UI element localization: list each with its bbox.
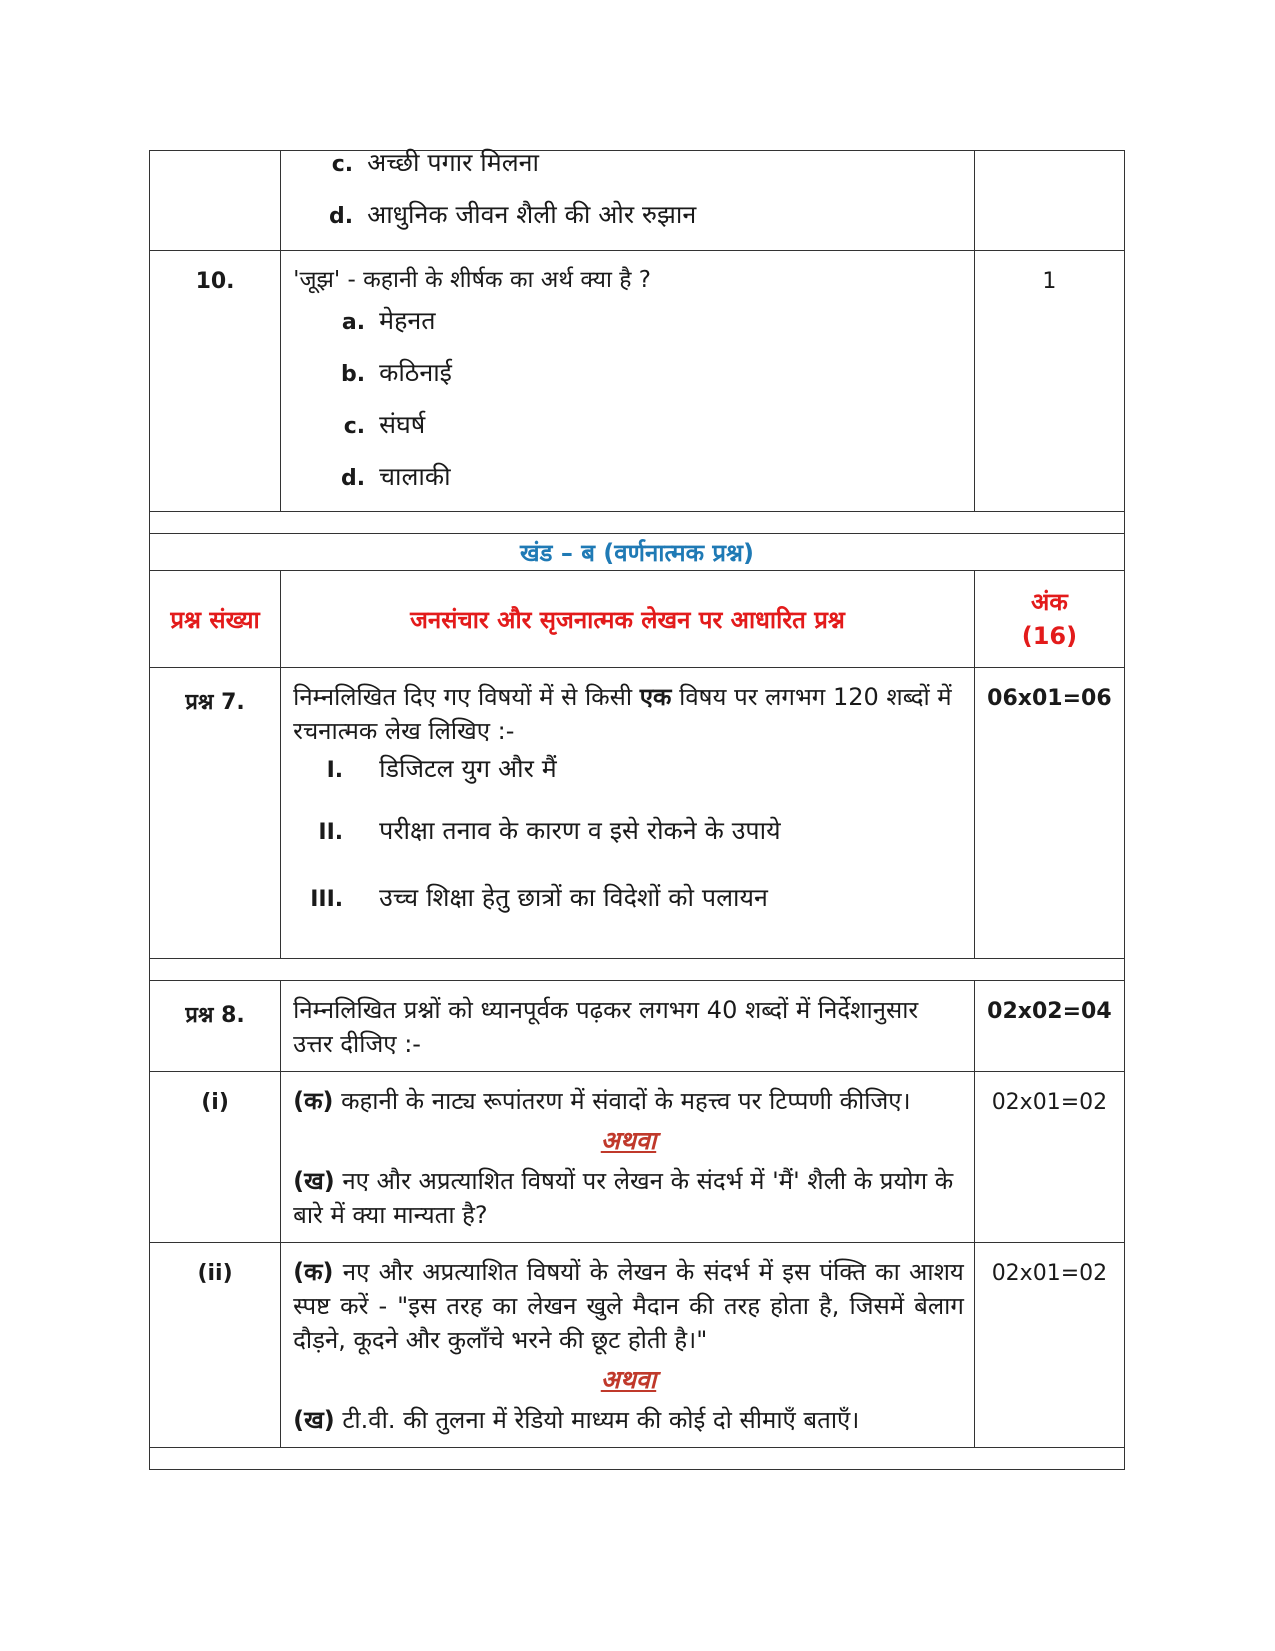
q8-row [150, 981, 1125, 1072]
part-b: (ख) नए और अप्रत्याशित विषयों पर लेखन के संदर्भ में 'मैं' शैली के प्रयोग के बारे में क्या मान्यता है? [293, 1167, 954, 1229]
q8-part-row [150, 1243, 1125, 1448]
or-label: अथवा [600, 1126, 657, 1155]
option-a: a. मेहनत [341, 306, 436, 335]
question-text: निम्नलिखित दिए गए विषयों में से किसी एक विषय पर लगभग 120 शब्दों में रचनात्मक लेख लिखिए :- [293, 683, 952, 745]
option-d: d. चालाकी [341, 462, 451, 491]
question-table [149, 150, 1125, 1470]
spacer-row [150, 1448, 1125, 1470]
part-a: (क) कहानी के नाट्य रूपांतरण में संवादों के महत्त्व पर टिप्पणी कीजिए। [293, 1087, 911, 1115]
marks: 06x01=06 [974, 668, 1124, 959]
question-number: प्रश्न 8. [150, 981, 281, 1072]
section-title: खंड – ब (वर्णनात्मक प्रश्न) [150, 534, 1125, 571]
q7-row [150, 668, 1125, 959]
q8-part-row [150, 1072, 1125, 1243]
question-text: निम्नलिखित प्रश्नों को ध्यानपूर्वक पढ़कर लगभग 40 शब्दों में निर्देशानुसार उत्तर दीजिए :- [281, 981, 975, 1072]
topic-item: II. परीक्षा तनाव के कारण व इसे रोकने के उपाये [318, 816, 781, 845]
header-marks: अंक (16) [974, 571, 1124, 668]
marks: 02x01=02 [974, 1072, 1124, 1243]
question-number: प्रश्न 7. [150, 668, 281, 959]
marks: 1 [974, 251, 1124, 512]
part-a: (क) नए और अप्रत्याशित विषयों के लेखन के संदर्भ में इस पंक्ति का आशय स्पष्ट करें - "इस तरह का लेखन खुले मैदान की तरह होता है, जिसमें बेलाग दौड़ने, कूदने और कुलाँचे भरने की छूट होती है।" [293, 1258, 964, 1354]
question-number: 10. [150, 251, 281, 512]
option-d: d. आधुनिक जीवन शैली की ओर रुझान [329, 200, 697, 229]
marks: 02x01=02 [974, 1243, 1124, 1448]
option-b: b. कठिनाई [341, 358, 452, 387]
part-b: (ख) टी.वी. की तुलना में रेडियो माध्यम की कोई दो सीमाएँ बताएँ। [293, 1406, 860, 1434]
or-label: अथवा [600, 1365, 657, 1394]
q9-tail-row [150, 151, 1125, 251]
option-c: c. संघर्ष [343, 410, 426, 439]
header-question-title: जनसंचार और सृजनात्मक लेखन पर आधारित प्रश्न [281, 571, 975, 668]
spacer-row [150, 959, 1125, 981]
topic-item: III. उच्च शिक्षा हेतु छात्रों का विदेशों को पलायन [310, 883, 768, 912]
question-text: 'जूझ' - कहानी के शीर्षक का अर्थ क्या है ? [293, 267, 652, 293]
section-row [150, 534, 1125, 571]
header-row [150, 571, 1125, 668]
spacer-row [150, 512, 1125, 534]
topic-item: I. डिजिटल युग और मैं [326, 754, 557, 783]
marks: 02x02=04 [974, 981, 1124, 1072]
part-number: (i) [150, 1072, 281, 1243]
header-question-number: प्रश्न संख्या [150, 571, 281, 668]
q10-row [150, 251, 1125, 512]
option-c: c. अच्छी पगार मिलना [331, 148, 540, 177]
part-number: (ii) [150, 1243, 281, 1448]
